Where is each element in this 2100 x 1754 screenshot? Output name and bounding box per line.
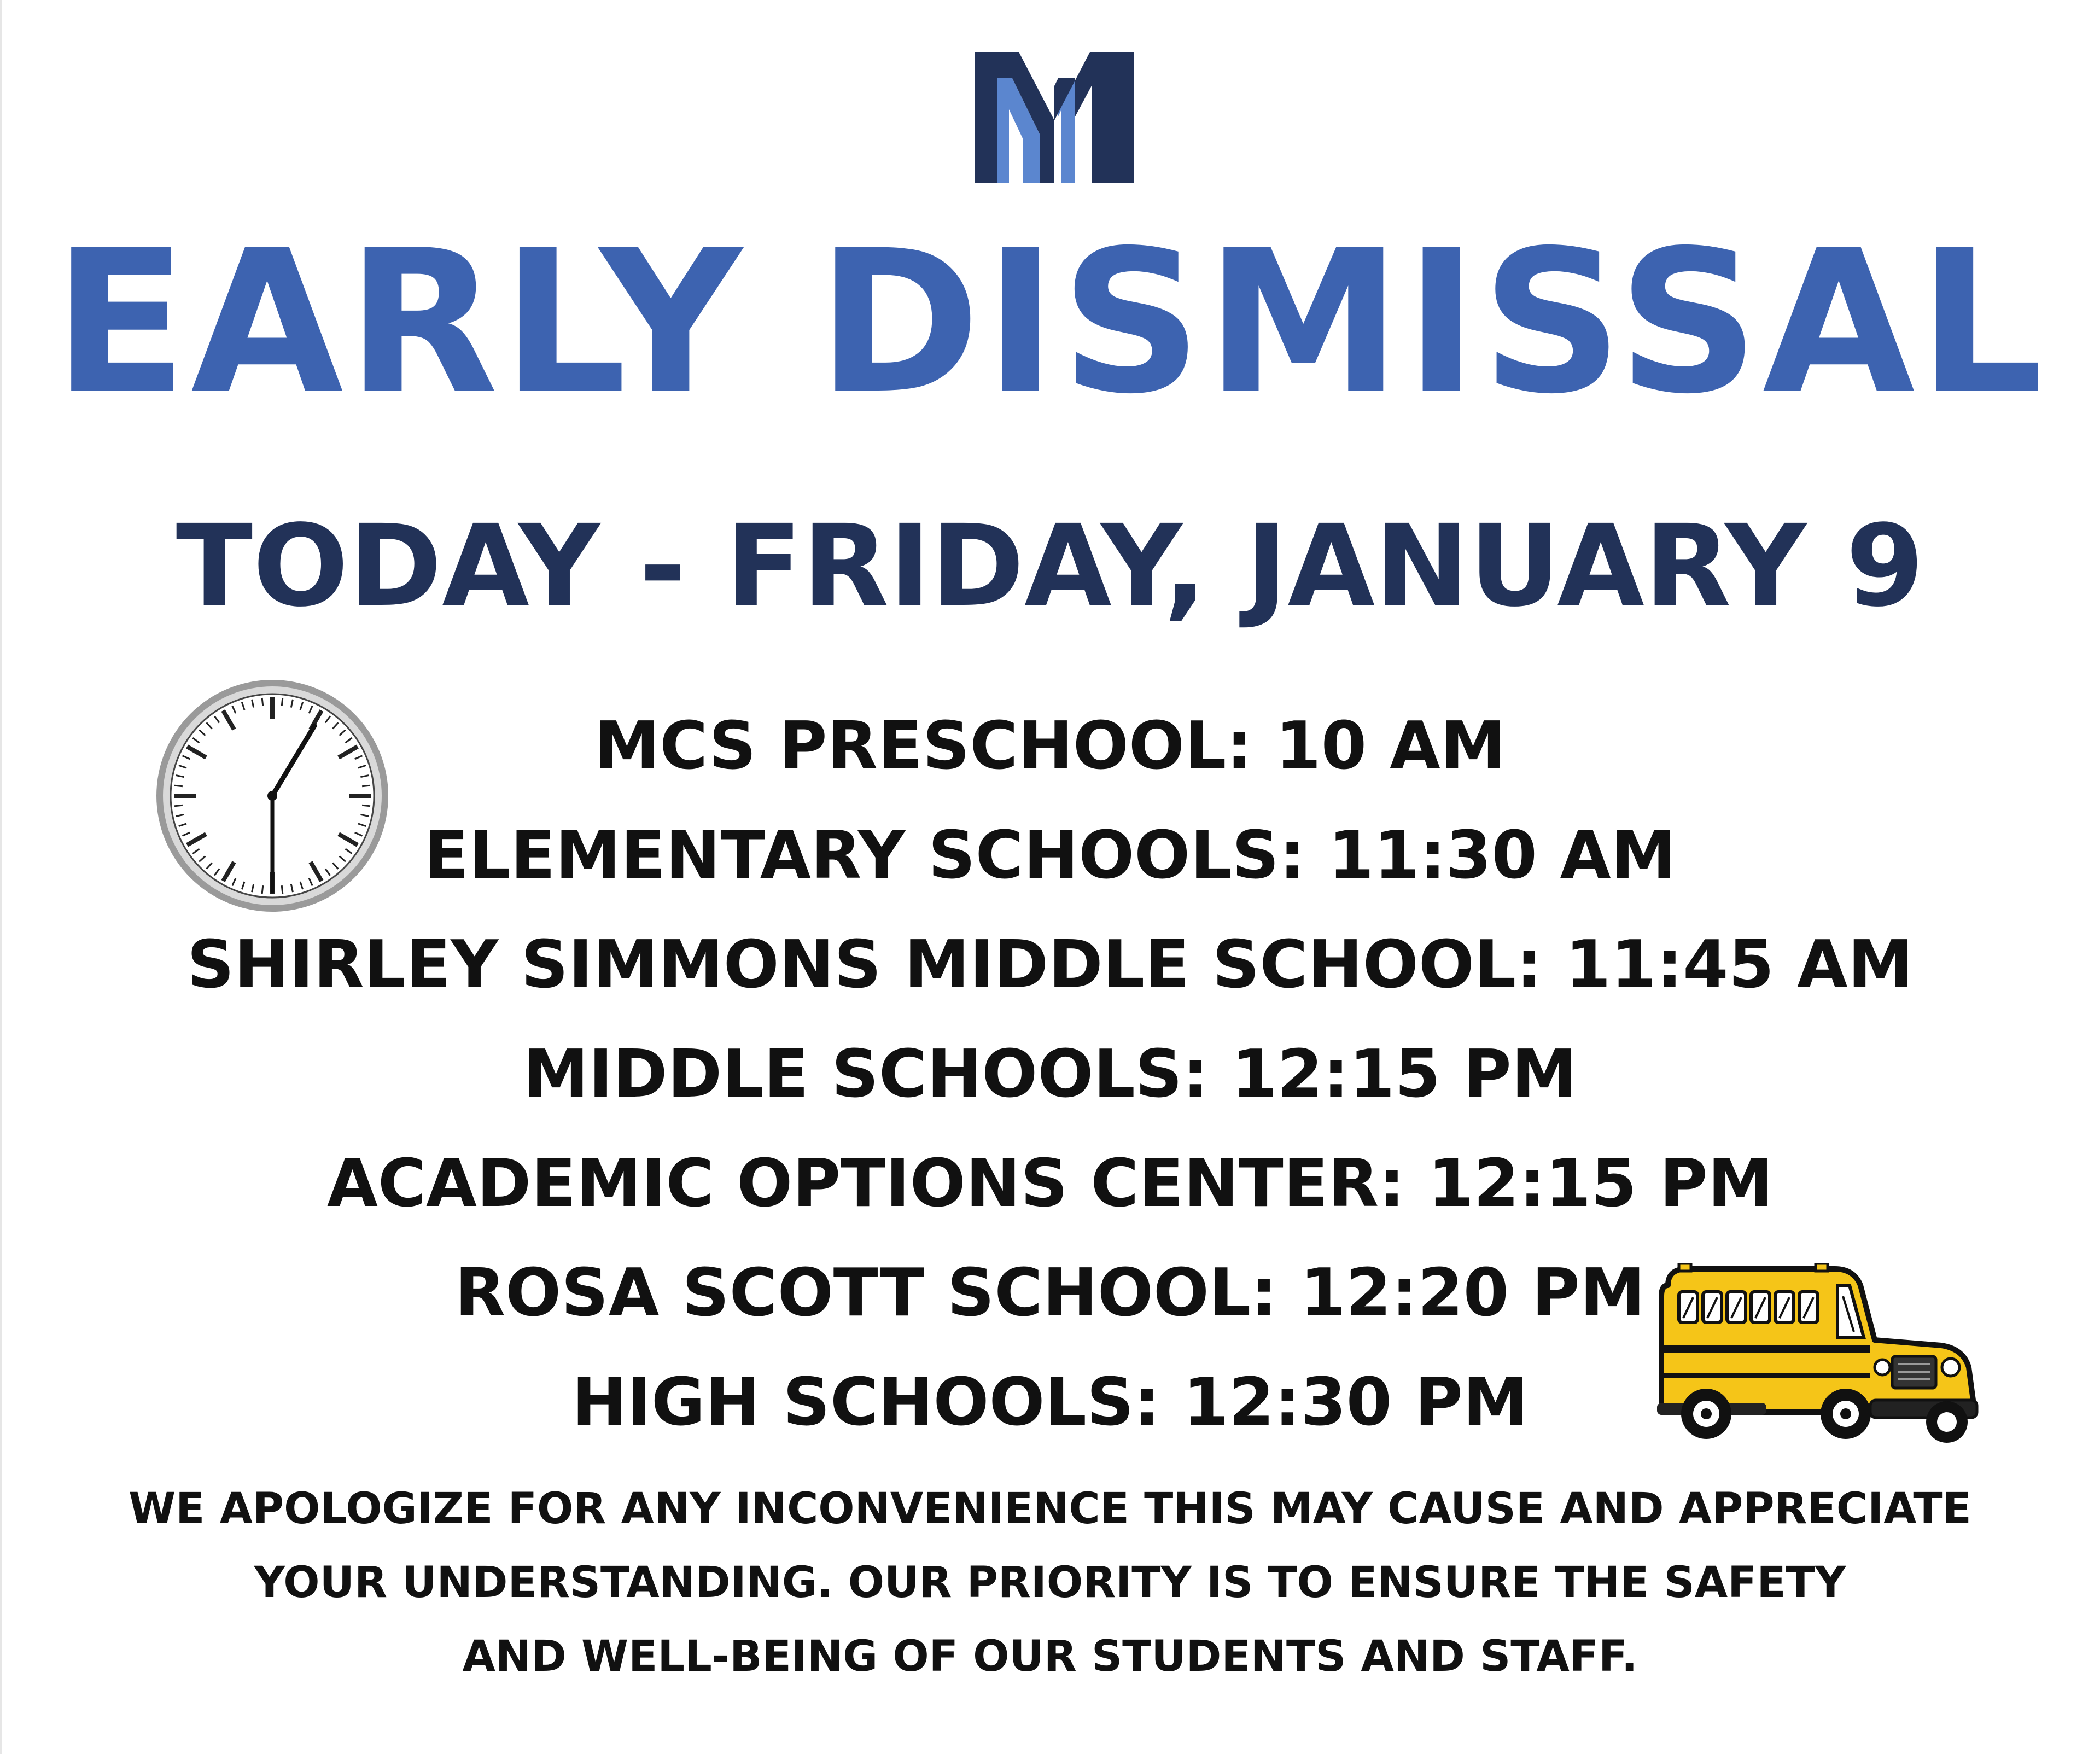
page-title: EARLY DISMISSAL bbox=[53, 208, 2047, 437]
dismissal-date: TODAY - FRIDAY, JANUARY 9 bbox=[176, 500, 1924, 632]
schedule-row-academic-options: ACADEMIC OPTIONS CENTER: 12:15 PM bbox=[327, 1146, 1773, 1222]
footer-line-3: AND WELL-BEING OF OUR STUDENTS AND STAFF. bbox=[462, 1632, 1638, 1681]
mcs-m-logo-icon bbox=[975, 52, 1134, 183]
school-bus-icon bbox=[1657, 1263, 1980, 1444]
footer-line-2: YOUR UNDERSTANDING. OUR PRIORITY IS TO ENSURE THE SAFETY bbox=[254, 1558, 1846, 1607]
schedule-row-high-schools: HIGH SCHOOLS: 12:30 PM bbox=[571, 1365, 1529, 1441]
schedule-row-rosa-scott: ROSA SCOTT SCHOOL: 12:20 PM bbox=[454, 1255, 1646, 1331]
schedule-row-preschool: MCS PRESCHOOL: 10 AM bbox=[594, 708, 1506, 784]
schedule-row-middle-schools: MIDDLE SCHOOLS: 12:15 PM bbox=[523, 1036, 1577, 1112]
schedule-row-elementary: ELEMENTARY SCHOOLS: 11:30 AM bbox=[424, 818, 1676, 894]
schedule-row-shirley-simmons: SHIRLEY SIMMONS MIDDLE SCHOOL: 11:45 AM bbox=[186, 927, 1914, 1003]
footer-message bbox=[0, 1472, 2100, 1694]
footer-line-1: WE APOLOGIZE FOR ANY INCONVENIENCE THIS MAY CAUSE AND APPRECIATE bbox=[129, 1484, 1971, 1534]
